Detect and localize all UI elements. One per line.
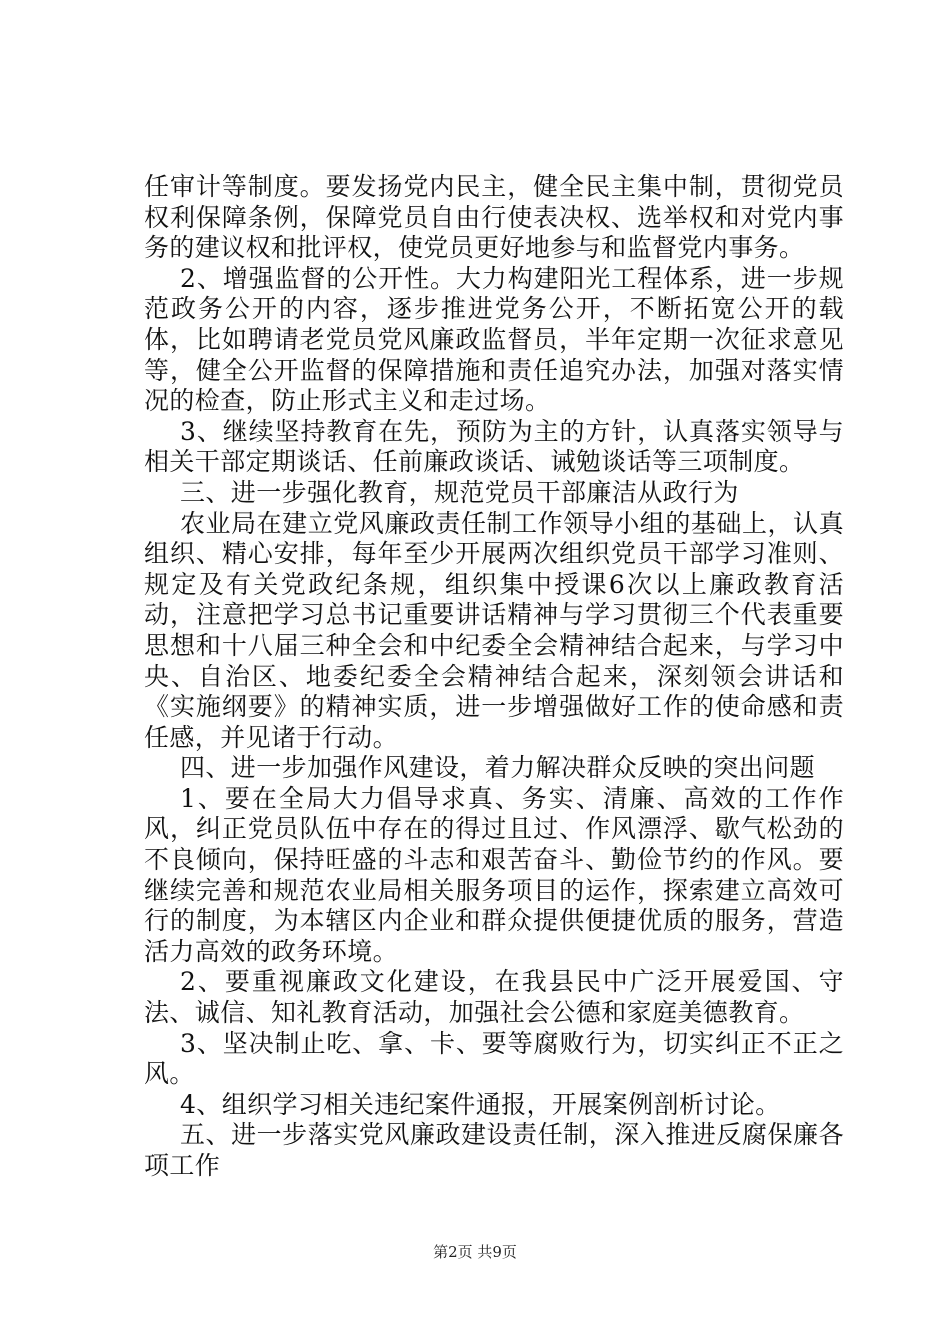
paragraph-4: 农业局在建立党风廉政责任制工作领导小组的基础上，认真组织、精心安排，每年至少开展两次组织党员干部学习准则、规定及有关党政纪条规，组织集中授课6次以上廉政教育活动，注意把学习总书记重要讲话精神与学习贯彻三个代表重要思想和十八届三种全会和中纪委全会精神结合起来，与学习中央、自治区、地委纪委全会精神结合起来，深刻领会讲话和《实施纲要》的精神实质，进一步增强做好工作的使命感和责任感，并见诸于行动。 xyxy=(144,508,844,752)
section-heading-3: 三、进一步强化教育，规范党员干部廉洁从政行为 xyxy=(180,477,739,507)
paragraph-8: 4、组织学习相关违纪案件通报，开展案例剖析讨论。 xyxy=(180,1089,781,1119)
document-body xyxy=(144,172,844,1182)
section-heading-4: 四、进一步加强作风建设，着力解决群众反映的突出问题 xyxy=(180,753,816,783)
paragraph-3: 3、继续坚持教育在先，预防为主的方针，认真落实领导与相关干部定期谈话、任前廉政谈话、诫勉谈话等三项制度。 xyxy=(144,416,844,477)
paragraph-7: 3、坚决制止吃、拿、卡、要等腐败行为，切实纠正不正之风。 xyxy=(144,1028,844,1089)
page-footer: 第2页 共9页 xyxy=(433,1243,517,1261)
paragraph-6: 2、要重视廉政文化建设，在我县民中广泛开展爱国、守法、诚信、知礼教育活动，加强社会公德和家庭美德教育。 xyxy=(144,967,844,1028)
section-heading-5: 五、进一步落实党风廉政建设责任制，深入推进反腐保廉各项工作 xyxy=(144,1120,844,1180)
paragraph-2: 2、增强监督的公开性。大力构建阳光工程体系，进一步规范政务公开的内容，逐步推进党务公开，不断拓宽公开的载体，比如聘请老党员党风廉政监督员，半年定期一次征求意见等，健全公开监督的保障措施和责任追究办法，加强对落实情况的检查，防止形式主义和走过场。 xyxy=(144,263,844,416)
paragraph-1: 任审计等制度。要发扬党内民主，健全民主集中制，贯彻党员权利保障条例，保障党员自由行使表决权、选举权和对党内事务的建议权和批评权，使党员更好地参与和监督党内事务。 xyxy=(144,172,844,263)
paragraph-5: 1、要在全局大力倡导求真、务实、清廉、高效的工作作风，纠正党员队伍中存在的得过且过、作风漂浮、歇气松劲的不良倾向，保持旺盛的斗志和艰苦奋斗、勤俭节约的作风。要继续完善和规范农业局相关服务项目的运作，探索建立高效可行的制度，为本辖区内企业和群众提供便捷优质的服务，营造活力高效的政务环境。 xyxy=(144,783,844,966)
